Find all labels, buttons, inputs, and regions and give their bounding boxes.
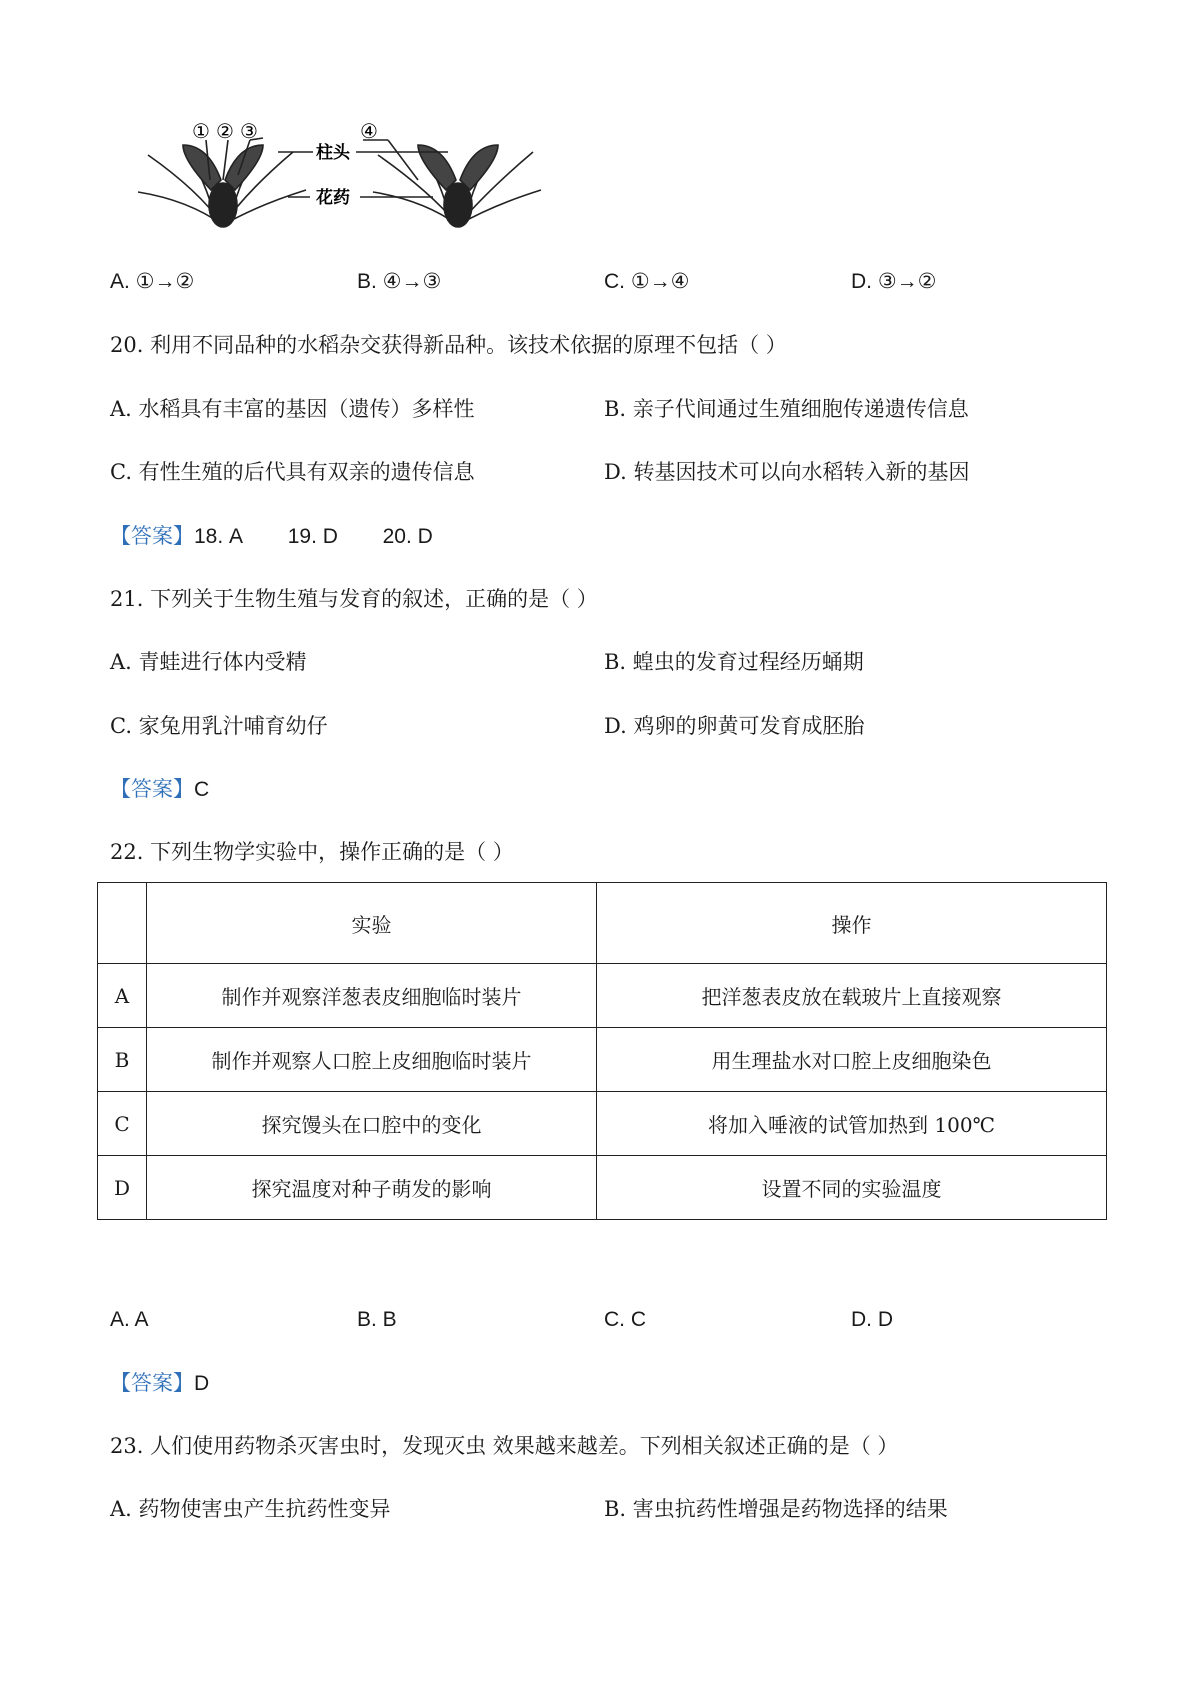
- table-cell: 制作并观察人口腔上皮细胞临时装片: [147, 1028, 597, 1092]
- table-cell: 设置不同的实验温度: [597, 1156, 1107, 1220]
- marker-4: ④: [360, 119, 378, 143]
- answer-value: C: [194, 778, 210, 801]
- answer-22: [110, 1369, 209, 1398]
- table-cell: C: [98, 1092, 147, 1156]
- table-row: [98, 1092, 1107, 1156]
- marker-1: ①: [192, 119, 210, 143]
- answer-value-18: 18. A: [194, 525, 244, 548]
- q22-stem: 22. 下列生物学实验中，操作正确的是（ ）: [110, 840, 514, 864]
- table-cell: 将加入唾液的试管加热到 100℃: [597, 1092, 1107, 1156]
- q22-option-c[interactable]: C. C: [604, 1308, 646, 1331]
- table-row: [98, 1156, 1107, 1220]
- q19-option-d[interactable]: D. ③→②: [851, 270, 937, 293]
- table-cell: 探究馒头在口腔中的变化: [147, 1092, 597, 1156]
- table-cell: 把洋葱表皮放在载玻片上直接观察: [597, 964, 1107, 1028]
- table-cell: D: [98, 1156, 147, 1220]
- q22-option-a[interactable]: A. A: [110, 1308, 149, 1331]
- table-cell: A: [98, 964, 147, 1028]
- table-header-cell: [98, 883, 147, 964]
- label-anther: 花药: [316, 188, 350, 208]
- q20-stem: 20. 利用不同品种的水稻杂交获得新品种。该技术依据的原理不包括（ ）: [110, 333, 787, 357]
- q20-option-d[interactable]: D. 转基因技术可以向水稻转入新的基因: [604, 460, 970, 484]
- q21-option-b[interactable]: B. 蝗虫的发育过程经历蛹期: [604, 650, 864, 674]
- table-cell: B: [98, 1028, 147, 1092]
- table-header-cell: 实验: [147, 883, 597, 964]
- marker-2: ②: [216, 119, 234, 143]
- q21-option-a[interactable]: A. 青蛙进行体内受精: [110, 650, 307, 674]
- table-cell: 制作并观察洋葱表皮细胞临时装片: [147, 964, 597, 1028]
- table-row: [98, 964, 1107, 1028]
- q19-option-b[interactable]: B. ④→③: [357, 270, 442, 293]
- q19-option-a[interactable]: A. ①→②: [110, 270, 195, 293]
- answer-tag: 【答案】: [110, 777, 194, 801]
- q19-option-c[interactable]: C. ①→④: [604, 270, 690, 293]
- marker-3: ③: [240, 119, 258, 143]
- q21-stem: 21. 下列关于生物生殖与发育的叙述，正确的是（ ）: [110, 587, 598, 611]
- answer-21: [110, 775, 209, 804]
- q23-option-a[interactable]: A. 药物使害虫产生抗药性变异: [110, 1497, 391, 1521]
- table-header-cell: 操作: [597, 883, 1107, 964]
- experiment-table: [97, 882, 1107, 1220]
- q21-option-c[interactable]: C. 家兔用乳汁哺育幼仔: [110, 714, 328, 738]
- q23-option-b[interactable]: B. 害虫抗药性增强是药物选择的结果: [604, 1497, 948, 1521]
- q20-option-a[interactable]: A. 水稻具有丰富的基因（遗传）多样性: [110, 397, 475, 421]
- table-cell: 用生理盐水对口腔上皮细胞染色: [597, 1028, 1107, 1092]
- answer-value-19: 19. D: [287, 525, 338, 548]
- answer-value: D: [194, 1372, 210, 1395]
- q23-stem: 23. 人们使用药物杀灭害虫时，发现灭虫 效果越来越差。下列相关叙述正确的是（ ）: [110, 1434, 899, 1458]
- flower-pollination-diagram: [128, 100, 568, 240]
- answer-tag: 【答案】: [110, 524, 194, 548]
- answer-tag: 【答案】: [110, 1371, 194, 1395]
- table-cell: 探究温度对种子萌发的影响: [147, 1156, 597, 1220]
- answer-value-20: 20. D: [382, 525, 433, 548]
- table-header-row: [98, 883, 1107, 964]
- answer-18-20: [110, 522, 433, 551]
- q21-option-d[interactable]: D. 鸡卵的卵黄可发育成胚胎: [604, 714, 865, 738]
- q20-option-c[interactable]: C. 有性生殖的后代具有双亲的遗传信息: [110, 460, 475, 484]
- q22-option-d[interactable]: D. D: [851, 1308, 893, 1331]
- label-stigma: 柱头: [316, 143, 350, 163]
- q20-option-b[interactable]: B. 亲子代间通过生殖细胞传递遗传信息: [604, 397, 969, 421]
- q22-option-b[interactable]: B. B: [357, 1308, 397, 1331]
- table-row: [98, 1028, 1107, 1092]
